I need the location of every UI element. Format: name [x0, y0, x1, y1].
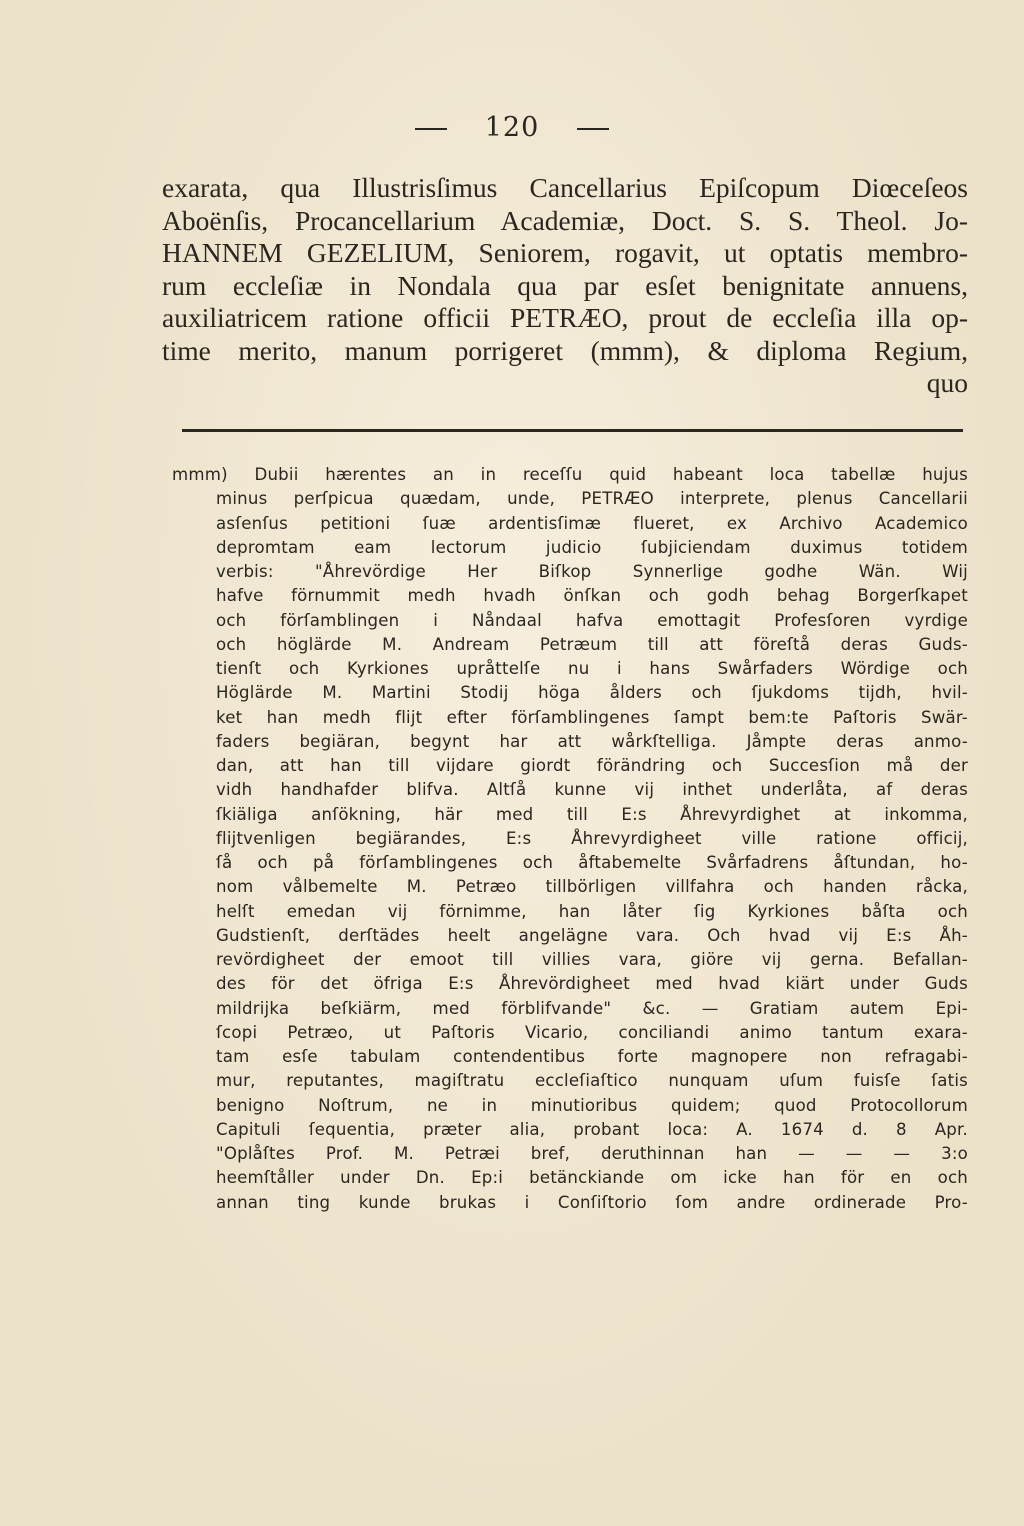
header-dash-left — [415, 128, 447, 130]
header-dash-right — [577, 128, 609, 130]
footnote-line: tam esſe tabulam contendentibus forte magnopere non refragabi- — [216, 1047, 968, 1066]
main-text-line: time merito, manum porrigeret (mmm), & diploma Regium, — [162, 334, 968, 366]
footnote-line: ſcopi Petræo, ut Paſtoris Vicario, conciliandi animo tantum exara- — [216, 1022, 968, 1042]
footnote-line: benigno Noſtrum, ne in minutioribus quidem; quod Protocollorum — [216, 1095, 968, 1115]
footnote-line: tienſt och Kyrkiones upråttelſe nu i hans Swårfaders Wördige och — [216, 659, 968, 678]
page-number: 120 — [484, 112, 540, 143]
footnote-line: faders begiäran, begynt har att wårkſtelliga. Jåmpte deras anmo- — [216, 731, 968, 751]
footnote-line: mur, reputantes, magiſtratu eccleſiaſtico nunquam uſum fuisſe ſatis — [216, 1071, 968, 1091]
footnote-line: verbis: "Åhrevördige Her Biſkop Synnerlige godhe Wän. Wij — [216, 562, 968, 581]
main-text-line: auxiliatricem ratione officii PETRÆO, prout de eccleſia illa op- — [162, 302, 968, 333]
footnote-separator-rule — [185, 429, 963, 432]
footnote-line: och höglärde M. Andream Petræum till att föreſtå deras Guds- — [216, 634, 968, 654]
main-text-line: HANNEM GEZELIUM, Seniorem, rogavit, ut optatis membro- — [162, 237, 968, 268]
footnote-line: ket han medh flijt efter förſamblingenes ſampt bem:te Paſtoris Swär- — [216, 707, 968, 727]
footnote-line: revördigheet der emoot till villies vara, giöre vij gerna. Befallan- — [216, 950, 968, 969]
catchword: quo — [926, 367, 968, 398]
page-header — [0, 112, 1024, 143]
footnote-line: hafve förnummit medh hvadh önſkan och godh behag Borgerſkapet — [216, 586, 968, 606]
footnote-line: helſt emedan vij förnimme, han låter ſig Kyrkiones båſta och — [216, 901, 968, 921]
main-text-line: exarata, qua Illustrisſimus Cancellarius Epiſcopum Diœceſeos — [162, 172, 968, 203]
footnote-line: Gudstienſt, derſtädes heelt angelägne vara. Och hvad vij E:s Åh- — [216, 925, 968, 945]
footnote-line: vidh handhafder blifva. Altſå kunne vij inthet underlåta, af deras — [216, 780, 968, 800]
footnote-line: des för det öfriga E:s Åhrevördigheet med hvad kiärt under Guds — [216, 974, 968, 994]
footnote-line: Capituli ſequentia, præter alia, probant loca: A. 1674 d. 8 Apr. — [216, 1119, 968, 1139]
footnote-marker-line: mmm) Dubii hærentes an in receſſu quid habeant loca tabellæ hujus — [172, 465, 968, 484]
main-text-line: Aboënſis, Procancellarium Academiæ, Doct. S. S. Theol. Jo- — [162, 204, 968, 236]
footnote-line: nom vålbemelte M. Petræo tillbörligen villfahra och handen råcka, — [216, 877, 968, 897]
footnote-line: depromtam eam lectorum judicio ſubjiciendam duximus totidem — [216, 537, 968, 557]
main-text-line: rum eccleſiæ in Nondala qua par esſet benignitate annuens, — [162, 269, 968, 301]
footnote-line: asſenſus petitioni ſuæ ardentisſimæ flueret, ex Archivo Academico — [216, 513, 968, 533]
footnote-line: minus perſpicua quædam, unde, PETRÆO interprete, plenus Cancellarii — [216, 489, 968, 509]
footnote-line: flijtvenligen begiärandes, E:s Åhrevyrdigheet ville ratione officij, — [216, 828, 968, 848]
footnote-block — [172, 463, 968, 1215]
footnote-line: ſå och på förſamblingenes och åftabemelte Svårfadrens åſtundan, ho- — [216, 853, 968, 872]
footnote-line: ſkiäliga anſökning, här med till E:s Åhrevyrdighet at inkomma, — [216, 804, 968, 824]
footnote-line: heemſtåller under Dn. Ep:i betänckiande om icke han för en och — [216, 1168, 968, 1188]
footnote-line: "Oplåſtes Prof. M. Petræi bref, deruthinnan han — — — 3:o — [216, 1144, 968, 1163]
footnote-line: dan, att han till vijdare giordt förändring och Succesſion må der — [216, 756, 968, 775]
footnote-line: Höglärde M. Martini Stodij höga ålders och ſjukdoms tijdh, hvil- — [216, 683, 968, 703]
main-text-block — [162, 172, 968, 400]
footnote-line: och förſamblingen i Nåndaal hafva emottagit Profesſoren vyrdige — [216, 610, 968, 630]
footnote-line: annan ting kunde brukas i Conſiſtorio ſom andre ordinerade Pro- — [216, 1192, 968, 1212]
footnote-line: mildrijka beſkiärm, med förblifvande" &c. — Gratiam autem Epi- — [216, 998, 968, 1018]
